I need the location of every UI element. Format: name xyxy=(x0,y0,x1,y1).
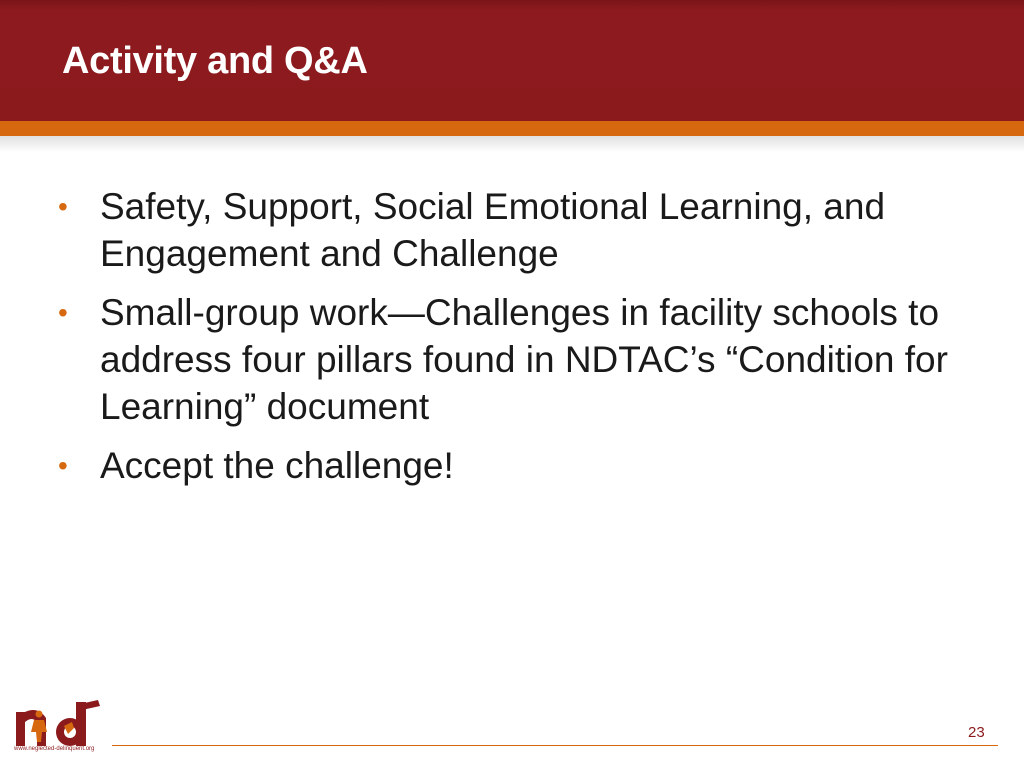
accent-bar xyxy=(0,121,1024,136)
bullet-list xyxy=(56,183,986,501)
bullet-icon: • xyxy=(58,191,68,222)
bullet-text: Small-group work—Challenges in facility schools to address four pillars found in NDTAC’s “Condition for Learning” document xyxy=(100,292,948,427)
logo-url: www.neglected-delinquent.org xyxy=(14,746,95,752)
bullet-item xyxy=(56,183,986,277)
accent-shadow xyxy=(0,136,1024,152)
bullet-item xyxy=(56,442,986,489)
bullet-item xyxy=(56,289,986,430)
bullet-text: Accept the challenge! xyxy=(100,445,454,486)
bullet-icon: • xyxy=(58,297,68,328)
slide-title: Activity and Q&A xyxy=(62,40,368,82)
bullet-text: Safety, Support, Social Emotional Learning, and Engagement and Challenge xyxy=(100,186,886,274)
page-number: 23 xyxy=(968,724,985,741)
bullet-icon: • xyxy=(58,450,68,481)
title-bar xyxy=(0,0,1024,121)
footer-divider xyxy=(112,745,998,746)
